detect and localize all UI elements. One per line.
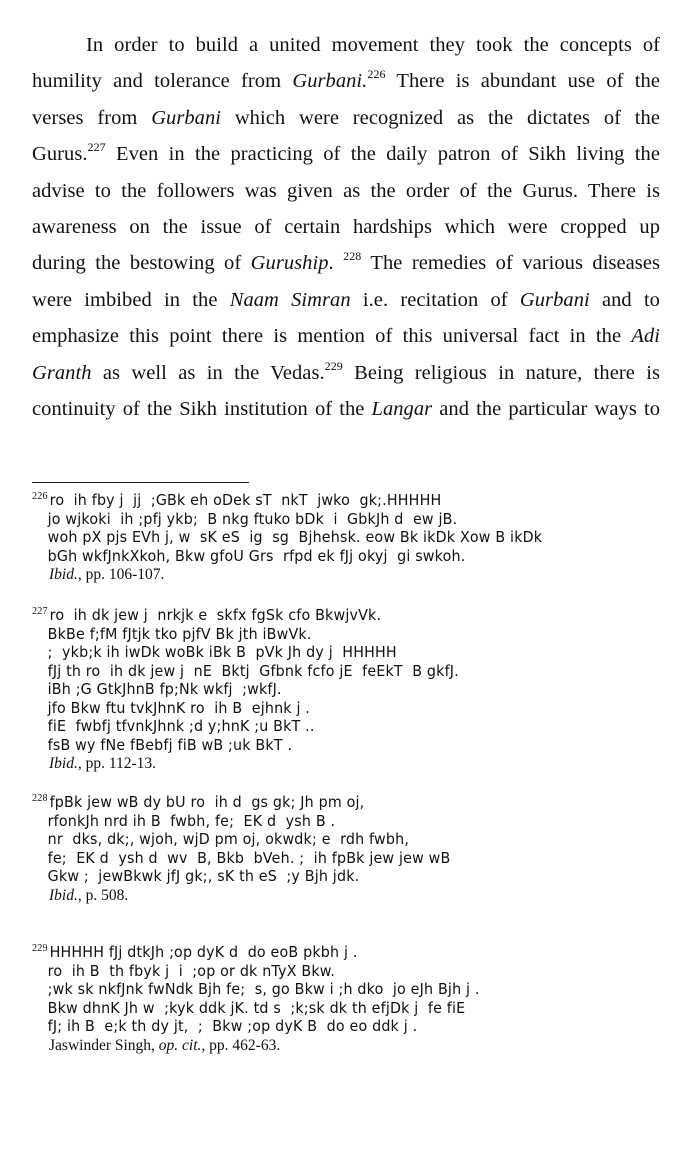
text-run: which were recognized as the dictates of the bbox=[221, 106, 660, 129]
body-line bbox=[32, 173, 660, 209]
italic-term: Ibid. bbox=[49, 755, 78, 772]
footnote-text: ;wk sk nkfJnk fwNdk Bjh fe; s, go Bkw i ;h dko jo eJh Bjh j . bbox=[47, 980, 480, 998]
text-run: . bbox=[328, 252, 344, 275]
footnote-line bbox=[32, 1017, 621, 1036]
body-line bbox=[32, 136, 660, 172]
italic-term: Naam Simran bbox=[229, 288, 351, 311]
footnote-line bbox=[32, 962, 621, 981]
text-run: , pp. 106-107. bbox=[77, 566, 165, 583]
text-run: Gurus. bbox=[32, 143, 88, 166]
footnote-text: jo wjkoki ih ;pfj ykb; B nkg ftuko bDk i GbkJh d ew jB. bbox=[47, 509, 458, 528]
footnote-line bbox=[32, 510, 621, 529]
footnote-line bbox=[32, 849, 621, 868]
footnote-number: 229 bbox=[32, 942, 48, 954]
italic-term: Gurbani bbox=[519, 288, 590, 311]
text-run: i.e. recitation of bbox=[350, 288, 520, 311]
italic-term: op. cit., bbox=[158, 1036, 206, 1054]
footnote-text: ; ykb;k ih iwDk woBk iBk B pVk Jh dy j HHHHH bbox=[47, 643, 397, 661]
footnote-citation bbox=[32, 754, 672, 774]
footnote-text: fsB wy fNe fBebfj fiB wB ;uk BkT . bbox=[47, 735, 293, 754]
text-run: during the bestowing of bbox=[32, 252, 251, 275]
text-run: awareness on the issue of certain hardships which were cropped up bbox=[32, 216, 660, 239]
body-line bbox=[32, 282, 660, 318]
text-run: The remedies of various diseases bbox=[361, 252, 660, 275]
footnote-text: Gkw ; jewBkwk jfJ gk;, sK th eS ;y Bjh jdk. bbox=[47, 867, 360, 885]
footnote-number: 226 bbox=[32, 490, 48, 502]
footnote-line bbox=[32, 717, 621, 736]
italic-term: Granth bbox=[32, 361, 92, 384]
text-run: , p. 508. bbox=[77, 886, 129, 904]
footnote-line bbox=[32, 625, 621, 644]
footnote-text: nr dks, dk;, wjoh, wjD pm oj, okwdk; e rdh fwbh, bbox=[47, 830, 410, 848]
footnote-text: fpBk jew wB dy bU ro ih d gs gk; Jh pm oj, bbox=[49, 793, 365, 811]
footnote-reference: 227 bbox=[87, 140, 106, 155]
footnote-line bbox=[32, 699, 621, 718]
text-run: humility and tolerance from bbox=[32, 70, 293, 93]
footnote-text: fe; EK d ysh d wv B, Bkb bVeh. ; ih fpBk jew jew wB bbox=[47, 848, 451, 867]
footnote-line bbox=[32, 980, 621, 999]
footnote-text: BkBe f;fM fJtjk tko pjfV Bk jth iBwVk. bbox=[47, 624, 312, 643]
text-run: , pp. 112-13. bbox=[77, 755, 157, 772]
footnote-line bbox=[32, 491, 621, 510]
footnote-line bbox=[32, 812, 621, 831]
footnote-line bbox=[32, 547, 621, 566]
italic-term: Langar bbox=[371, 398, 433, 421]
text-run: Jaswinder Singh, bbox=[49, 1036, 159, 1054]
footnote-text: ro ih B th fbyk j i ;op or dk nTyX Bkw. bbox=[47, 961, 336, 980]
footnote-text: jfo Bkw ftu tvkJhnK ro ih B ejhnk j . bbox=[47, 698, 311, 717]
body-line bbox=[32, 391, 660, 427]
italic-term: Gurbani. bbox=[292, 70, 368, 93]
body-paragraph bbox=[32, 27, 660, 427]
text-run: Being religious in nature, there is bbox=[342, 361, 660, 384]
footnote-227 bbox=[32, 606, 672, 774]
footnote-citation bbox=[32, 565, 672, 585]
footnote-line bbox=[32, 662, 621, 681]
footnote-line bbox=[32, 528, 621, 547]
text-run: There is abundant use of the bbox=[385, 70, 660, 93]
italic-term: Ibid. bbox=[49, 566, 78, 583]
footnote-number: 227 bbox=[32, 605, 48, 617]
footnote-line bbox=[32, 643, 621, 662]
footnote-line bbox=[32, 943, 621, 962]
footnote-reference: 228 bbox=[343, 249, 362, 264]
text-run: advise to the followers was given as the order of the Gurus. There is bbox=[32, 179, 660, 202]
footnote-text: iBh ;G GtkJhnB fp;Nk wkfj ;wkfJ. bbox=[47, 680, 282, 698]
body-line bbox=[32, 63, 660, 99]
body-line bbox=[32, 27, 660, 63]
italic-term: Guruship bbox=[250, 252, 329, 275]
footnote-text: fJ; ih B e;k th dy jt, ; Bkw ;op dyK B do eo ddk j . bbox=[47, 1017, 418, 1035]
footnote-line bbox=[32, 606, 621, 625]
footnote-number: 228 bbox=[32, 792, 48, 804]
footnote-text: woh pX pjs EVh j, w sK eS ig sg Bjhehsk. eow Bk ikDk Xow B ikDk bbox=[47, 528, 543, 546]
text-run: pp. 462-63. bbox=[205, 1036, 281, 1054]
footnote-line bbox=[32, 867, 621, 886]
footnote-text: Bkw dhnK Jh w ;kyk ddk jK. td s ;k;sk dk th efjDk j fe fiE bbox=[47, 998, 466, 1017]
text-run: emphasize this point there is mention of this universal fact in the bbox=[32, 325, 632, 348]
footnote-line bbox=[32, 736, 621, 755]
footnote-text: fJj th ro ih dk jew j nE Bktj Gfbnk fcfo jE feEkT B gkfJ. bbox=[47, 661, 459, 680]
footnote-line bbox=[32, 830, 621, 849]
text-run: as well as in the Vedas. bbox=[91, 361, 325, 384]
footnote-line bbox=[32, 999, 621, 1018]
footnote-text: ro ih dk jew j nrkjk e skfx fgSk cfo BkwjvVk. bbox=[49, 606, 382, 624]
text-run: and to bbox=[589, 288, 660, 311]
text-run: and the particular ways to bbox=[432, 398, 660, 421]
footnote-228 bbox=[32, 793, 672, 906]
footnote-text: fiE fwbfj tfvnkJhnk ;d y;hnK ;u BkT .. bbox=[47, 717, 315, 735]
body-line bbox=[32, 209, 660, 245]
footnote-reference: 226 bbox=[367, 67, 386, 82]
body-line bbox=[32, 100, 660, 136]
text-run: verses from bbox=[32, 106, 152, 129]
footnote-text: ro ih fby j jj ;GBk eh oDek sT nkT jwko gk;.HHHHH bbox=[49, 491, 442, 509]
footnote-text: bGh wkfJnkXkoh, Bkw gfoU Grs rfpd ek fJj okyj gi swkoh. bbox=[47, 546, 466, 565]
footnote-line bbox=[32, 680, 621, 699]
text-run: Even in the practicing of the daily patron of Sikh living the bbox=[105, 143, 660, 166]
footnote-229 bbox=[32, 943, 672, 1056]
footnote-226 bbox=[32, 491, 672, 585]
body-line bbox=[32, 245, 660, 281]
body-line bbox=[32, 355, 660, 391]
footnote-line bbox=[32, 793, 621, 812]
footnote-reference: 229 bbox=[324, 358, 343, 373]
text-run: In order to build a united movement they took the concepts of bbox=[86, 34, 660, 56]
footnote-text: rfonkJh nrd ih B fwbh, fe; EK d ysh B . bbox=[47, 811, 336, 830]
italic-term: Adi bbox=[631, 325, 660, 348]
footnote-text: HHHHH fJj dtkJh ;op dyK d do eoB pkbh j . bbox=[49, 943, 358, 961]
footnote-citation bbox=[32, 1036, 672, 1056]
italic-term: Gurbani bbox=[151, 106, 222, 129]
footnote-separator bbox=[32, 482, 249, 483]
text-run: continuity of the Sikh institution of the bbox=[32, 398, 372, 421]
text-run: were imbibed in the bbox=[32, 288, 230, 311]
footnote-citation bbox=[32, 886, 672, 906]
italic-term: Ibid. bbox=[49, 886, 78, 904]
body-line bbox=[32, 318, 660, 354]
